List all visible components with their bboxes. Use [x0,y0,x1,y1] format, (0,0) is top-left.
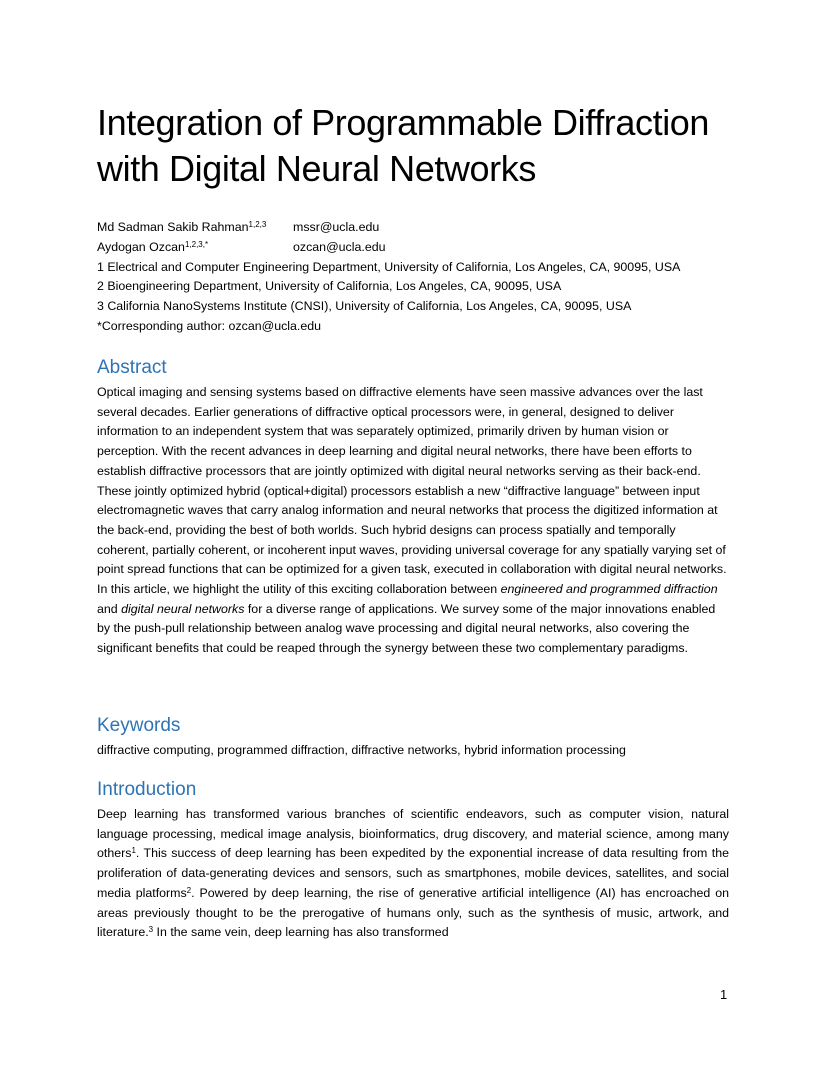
abstract-emphasis-1: engineered and programmed diffraction [500,582,718,597]
intro-text-part-2: . This success of deep learning has been expedited by the exponential increase of data resulting from the proliferation of data-generating devices and sensors, such as smartphones, mobile devices, satellites, and social media platforms [97,846,729,900]
abstract-text-part-3: for a diverse range of applications. We survey some of the major innovations enabled by the push-pull relationship between analog wave processing and digital neural networks, also covering the significant benefits that could be reaped through the synergy between these two complementary paradigms. [97,601,716,656]
author-row [97,218,757,238]
title-line-2: with Digital Neural Networks [97,148,536,189]
author-name: Aydogan Ozcan [97,239,185,254]
affiliation-2: 2 Bioengineering Department, University of California, Los Angeles, CA, 90095, USA [97,279,562,294]
author-email: mssr@ucla.edu [293,220,380,234]
abstract-text-part-1: Optical imaging and sensing systems based on diffractive elements have seen massive advances over the last several decades. Earlier generations of diffractive optical processors were, in general, designed to deliver information to an independent system that was separately optimized, primarily driven by human vision or perception. With the recent advances in deep learning and digital neural networks, there have been efforts to establish diffractive processors that are jointly optimized with digital neural networks serving as their back-end. These jointly optimized hybrid (optical+digital) processors establish a new “diffractive language” between input electromagnetic waves that carry analog information and neural networks that process the digitized information at the back-end, providing the best of both worlds. Such hybrid designs can process spatially and temporally coherent, partially coherent, or incoherent input waves, providing universal coverage for any spatially varying set of point spread functions that can be optimized for a given task, executed in collaboration with digital neural networks. In this article, we highlight the utility of this exciting collaboration between [97,385,727,597]
keywords-text: diffractive computing, programmed diffraction, diffractive networks, hybrid information processing [97,743,626,757]
author-affiliation-marks: 1,2,3,* [184,239,209,249]
citation-ref: 2 [186,885,192,895]
citation-ref: 1 [131,846,136,856]
author-email: ozcan@ucla.edu [293,239,386,254]
abstract-text [97,383,729,659]
author-affiliation-marks: 1,2,3 [248,220,267,229]
affiliation-1: 1 Electrical and Computer Engineering Department, University of California, Los Angeles, CA, 90095, USA [97,259,681,274]
introduction-text [97,805,729,943]
citation-ref: 3 [148,925,154,935]
title-line-1: Integration of Programmable Diffraction [97,102,710,143]
intro-text-part-4: In the same vein, deep learning has also transformed [153,925,449,940]
author-row [97,238,757,258]
intro-text-part-1: Deep learning has transformed various branches of scientific endeavors, such as computer vision, natural language processing, medical image analysis, bioinformatics, drug discovery, and material science, among many others [97,807,729,861]
abstract-emphasis-2: digital neural networks [121,601,245,616]
abstract-text-part-2: and [97,601,122,616]
keywords-heading: Keywords [97,715,181,736]
affiliation-3: 3 California NanoSystems Institute (CNSI), University of California, Los Angeles, CA, 90095, USA [97,299,632,314]
paper-title [97,100,757,192]
page-number: 1 [720,987,728,1002]
introduction-heading: Introduction [97,779,197,800]
author-name: Md Sadman Sakib Rahman [97,220,249,234]
corresponding-author: *Corresponding author: ozcan@ucla.edu [97,318,322,333]
intro-text-part-3: . Powered by deep learning, the rise of generative artificial intelligence (AI) has encroached on areas previously thought to be the prerogative of humans only, such as the synthesis of music, artwork, and literature. [97,885,729,940]
author-block [97,218,757,337]
abstract-heading: Abstract [97,357,167,378]
